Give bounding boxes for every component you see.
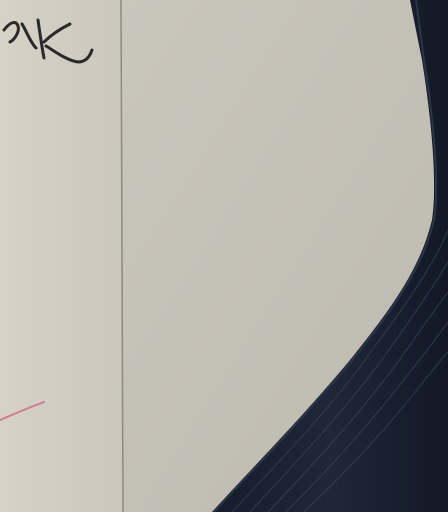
left-paper-sheet	[0, 0, 122, 512]
